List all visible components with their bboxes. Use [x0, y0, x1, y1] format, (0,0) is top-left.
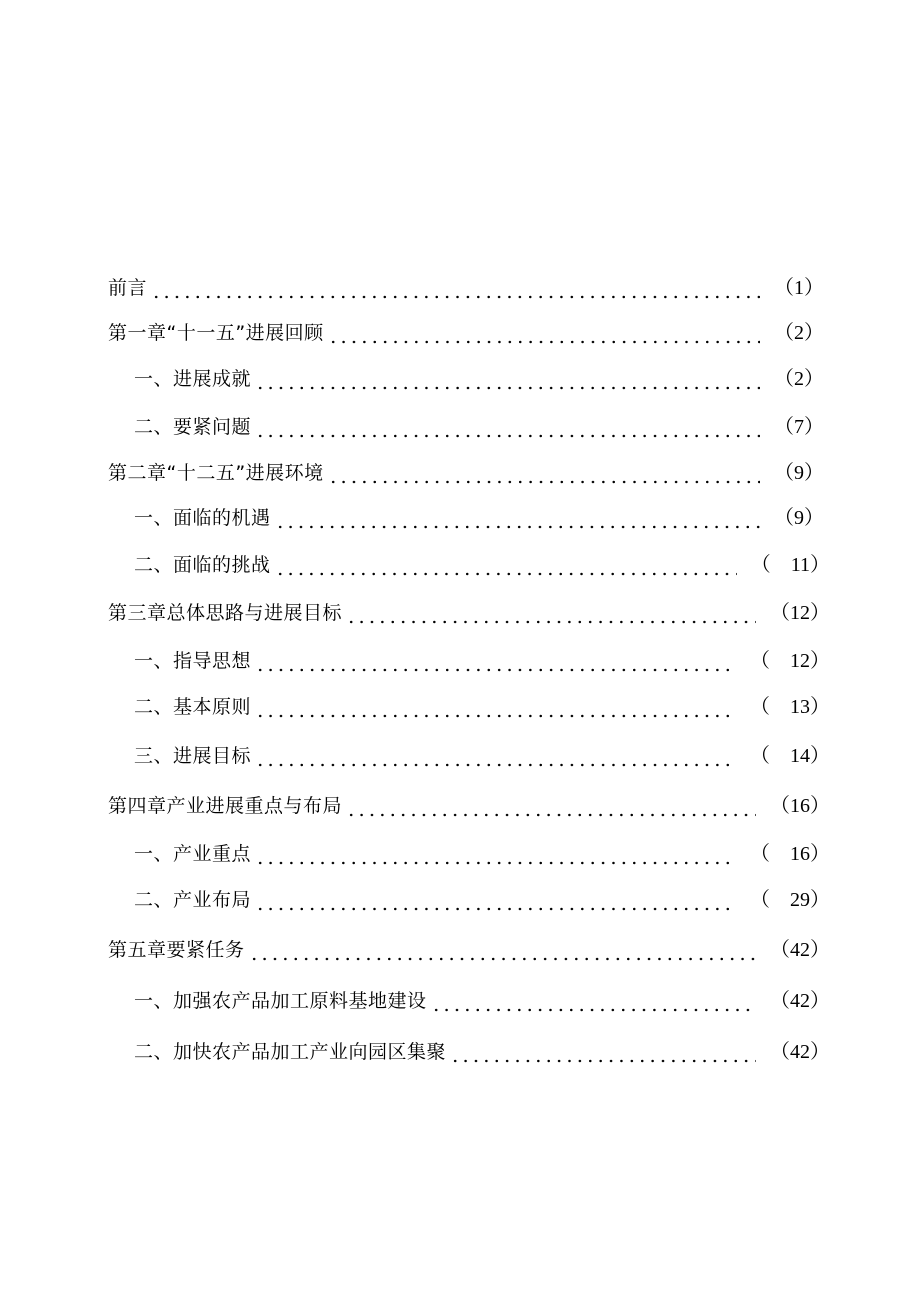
toc-entry-title: 一、面临的机遇	[134, 507, 271, 529]
toc-entry-page: （16）	[770, 795, 830, 817]
toc-entry-page: （42）	[770, 990, 830, 1012]
toc-entry-section[interactable]	[134, 502, 830, 534]
toc-entry-chapter-1[interactable]	[108, 317, 830, 349]
dot-leader	[255, 845, 736, 865]
dot-leader	[275, 556, 737, 576]
toc-entry-section[interactable]	[134, 985, 830, 1017]
toc-entry-title: 一、进展成就	[134, 368, 252, 390]
toc-entry-page: （9）	[774, 507, 824, 529]
toc-entry-page: （12）	[770, 602, 830, 624]
toc-entry-chapter-5[interactable]	[108, 934, 830, 966]
toc-entry-page: （42）	[770, 1041, 830, 1063]
toc-entry-section[interactable]	[134, 838, 830, 870]
toc-entry-section[interactable]	[134, 1036, 830, 1068]
toc-entry-title: 一、加强农产品加工原料基地建设	[134, 990, 427, 1012]
toc-entry-section[interactable]	[134, 363, 830, 395]
toc-entry-page: （42）	[770, 939, 830, 961]
toc-entry-title: 二、面临的挑战	[134, 554, 271, 576]
toc-entry-preface[interactable]	[108, 272, 830, 304]
toc-entry-page: （7）	[774, 416, 824, 438]
toc-entry-title: 第五章要紧任务	[108, 939, 245, 961]
toc-entry-title: 第二章“十二五”进展环境	[108, 462, 324, 484]
dot-leader	[275, 509, 760, 529]
toc-entry-section[interactable]	[134, 411, 830, 443]
toc-entry-section[interactable]	[134, 691, 830, 723]
toc-entry-page: （9）	[774, 462, 824, 484]
toc-entry-section[interactable]	[134, 884, 830, 916]
toc-entry-page: （2）	[774, 368, 824, 390]
toc-entry-title: 第三章总体思路与进展目标	[108, 602, 343, 624]
toc-entry-chapter-2[interactable]	[108, 457, 830, 489]
toc-entry-chapter-4[interactable]	[108, 790, 830, 822]
toc-entry-page: （ 11）	[750, 554, 830, 576]
toc-entry-section[interactable]	[134, 645, 830, 677]
toc-entry-chapter-3[interactable]	[108, 597, 830, 629]
dot-leader	[255, 418, 760, 438]
dot-leader	[328, 464, 760, 484]
toc-entry-section[interactable]	[134, 740, 830, 772]
toc-entry-page: （2）	[774, 322, 824, 344]
dot-leader	[431, 992, 756, 1012]
dot-leader	[255, 747, 736, 767]
dot-leader	[255, 698, 736, 718]
dot-leader	[255, 652, 736, 672]
toc-entry-page: （ 29）	[750, 889, 830, 911]
dot-leader	[151, 279, 760, 299]
toc-entry-page: （1）	[774, 277, 824, 299]
toc-entry-page: （ 13）	[750, 696, 830, 718]
toc-entry-title: 前言	[108, 277, 148, 299]
dot-leader	[346, 604, 756, 624]
toc-entry-title: 二、产业布局	[134, 889, 252, 911]
dot-leader	[255, 891, 736, 911]
dot-leader	[346, 797, 756, 817]
toc-entry-title: 第一章“十一五”进展回顾	[108, 322, 324, 344]
toc-entry-page: （ 14）	[750, 745, 830, 767]
toc-entry-title: 二、基本原则	[134, 696, 252, 718]
toc-entry-page: （ 16）	[750, 843, 830, 865]
dot-leader	[328, 324, 760, 344]
toc-entry-section[interactable]	[134, 549, 830, 581]
toc-entry-title: 二、要紧问题	[134, 416, 252, 438]
dot-leader	[255, 370, 760, 390]
toc-entry-title: 一、产业重点	[134, 843, 252, 865]
dot-leader	[249, 941, 756, 961]
toc-entry-title: 三、进展目标	[134, 745, 252, 767]
toc-entry-title: 一、指导思想	[134, 650, 252, 672]
toc-entry-page: （ 12）	[750, 650, 830, 672]
dot-leader	[450, 1043, 756, 1063]
toc-entry-title: 第四章产业进展重点与布局	[108, 795, 343, 817]
toc-entry-title: 二、加快农产品加工产业向园区集聚	[134, 1041, 447, 1063]
